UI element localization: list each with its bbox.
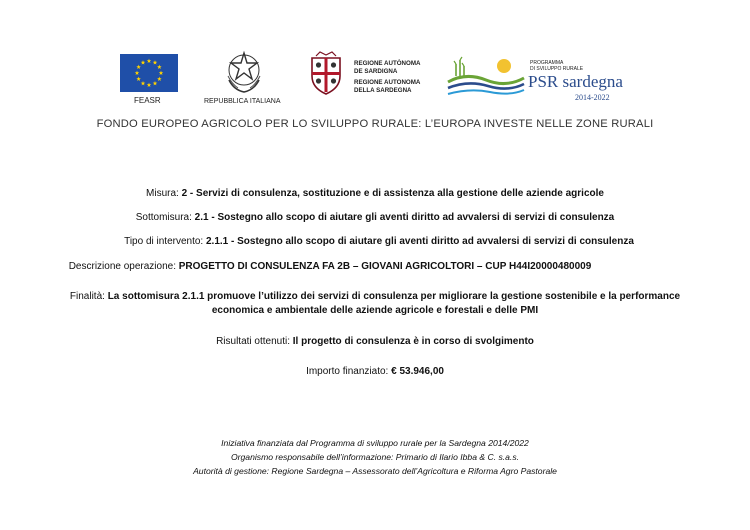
regione-label-4: DELLA SARDEGNA [354, 87, 412, 94]
psr-small-2: DI SVILUPPO RURALE [530, 66, 584, 72]
descrizione-label: Descrizione operazione: [68, 261, 179, 272]
importo-line [0, 366, 750, 377]
sottomisura-line [0, 212, 750, 223]
sottomisura-value: 2.1 - Sostegno allo scopo di aiutare gli aventi diritto ad avvalersi di servizi di consulenza [194, 212, 615, 223]
psr-title: PSR sardegna [528, 72, 623, 91]
risultati-line [0, 336, 750, 347]
feasr-label: FEASR [134, 96, 161, 105]
tipo-intervento-value: 2.1.1 - Sostegno allo scopo di aiutare gli aventi diritto ad avvalersi di servizi di consulenza [206, 236, 634, 247]
footer-organismo: Organismo responsabile dell’informazione: Primario di Ilario Ibba & C. s.a.s. [230, 452, 520, 462]
footer-iniziativa: Iniziativa finanziata dal Programma di sviluppo rurale per la Sardegna 2014/2022 [221, 438, 529, 448]
descrizione-value: PROGETTO DI CONSULENZA FA 2B – GIOVANI AGRICOLTORI – CUP H44I20000480009 [178, 261, 592, 272]
importo-value: € 53.946,00 [391, 366, 444, 377]
tipo-intervento-line [4, 236, 750, 247]
finalita-label: Finalità: [69, 291, 108, 302]
risultati-value: Il progetto di consulenza è in corso di svolgimento [292, 336, 534, 347]
regione-label-1: REGIONE AUTÒNOMA [354, 60, 421, 67]
finalita-paragraph [60, 290, 690, 318]
header-fondo-europeo: FONDO EUROPEO AGRICOLO PER LO SVILUPPO RURALE: L’EUROPA INVESTE NELLE ZONE RURALI [96, 118, 654, 130]
footer-autorita: Autorità di gestione: Regione Sardegna – Assessorato dell’Agricoltura e Riforma Agro Pastorale [193, 466, 557, 476]
regione-label-2: DE SARDIGNA [354, 68, 398, 75]
regione-label-3: REGIONE AUTONOMA [354, 79, 421, 86]
tipo-intervento-label: Tipo di intervento: [124, 236, 206, 247]
psr-sardegna-logo [446, 52, 526, 100]
risultati-label: Risultati ottenuti: [216, 336, 293, 347]
psr-small-1: PROGRAMMA [530, 60, 564, 66]
psr-years: 2014-2022 [575, 93, 610, 102]
sardegna-coat-of-arms [306, 50, 346, 96]
eu-flag-logo [120, 54, 178, 92]
repubblica-italiana-label: REPUBBLICA ITALIANA [204, 98, 281, 105]
italian-republic-emblem [224, 50, 264, 94]
finalita-value: La sottomisura 2.1.1 promuove l’utilizzo dei servizi di consulenza per migliorare la gestione sostenibile e la performance economica e ambientale delle aziende agricole e forestali e delle PMI [107, 291, 681, 316]
descrizione-line [0, 261, 705, 272]
misura-line [0, 188, 750, 199]
misura-value: 2 - Servizi di consulenza, sostituzione e di assistenza alla gestione delle aziende agricole [181, 188, 604, 199]
importo-label: Importo finanziato: [306, 366, 392, 377]
sottomisura-label: Sottomisura: [135, 212, 195, 223]
misura-label: Misura: [146, 188, 182, 199]
